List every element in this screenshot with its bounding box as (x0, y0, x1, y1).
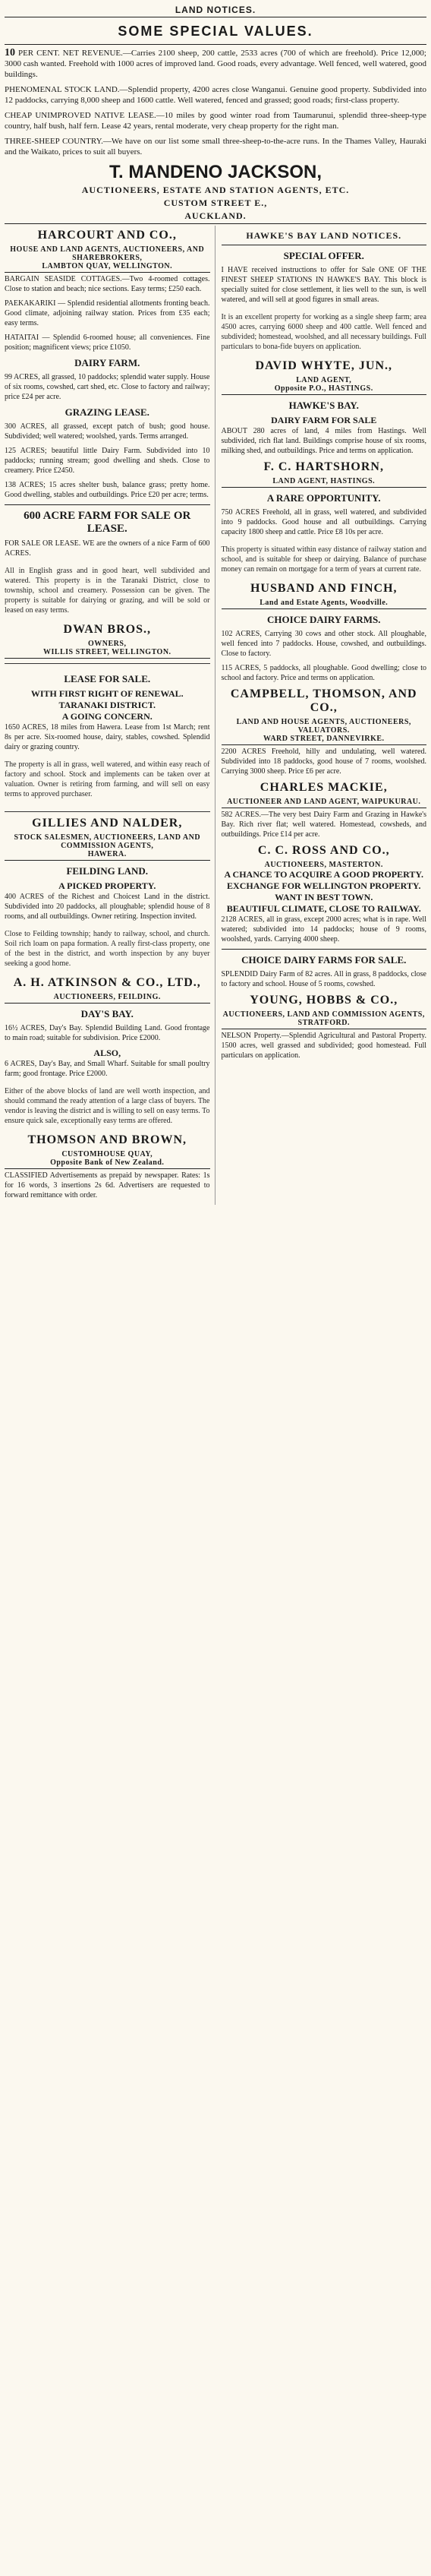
listing: 300 ACRES, all grassed, except patch of bush; good house. Subdivided; well watered; woolshed, yards. Terms arranged. (5, 422, 210, 441)
special-item: PHENOMENAL STOCK LAND.—Splendid property, 4200 acres close Wanganui. Genuine good property. Subdivided into 12 paddocks, carrying 8,000 sheep and 1600 cattle. Well watered, fenced and grassed; good roads; first-class property. (5, 85, 426, 105)
dwan-name: DWAN BROS., (63, 623, 151, 636)
thomson-addr: Opposite Bank of New Zealand. (50, 1158, 165, 1167)
harcourt-name: HARCOURT AND CO., (37, 229, 177, 242)
divider (5, 1168, 210, 1169)
listing: PAEKAKARIKI — Splendid residential allotments fronting beach. Good climate, adjoining railway station. Prices from £35 each; easy terms. (5, 299, 210, 327)
gillies-sub: STOCK SALESMEN, AUCTIONEERS, LAND AND COMMISSION AGENTS, (14, 833, 201, 850)
daysbay-body-2: 6 ACRES, Day's Bay, and Small Wharf. Suitable for small poultry farm; good frontage. Price £2000. (5, 1060, 210, 1078)
right-column (220, 226, 427, 1205)
divider (222, 608, 427, 609)
daysbay-body-1: 16½ ACRES, Day's Bay. Splendid Building Land. Good frontage to main road; suitable for subdivision. Price £2000. (5, 1024, 210, 1042)
divider (5, 504, 210, 505)
divider (5, 860, 210, 861)
divider (5, 658, 210, 659)
dwan-filler: All in English grass and in good heart, well subdivided and watered. This property is in the Taranaki District, close to township, school and creamery. Possession can be given. The property is suitable for dairying or grazing, and will be sold or leased on easy terms. (5, 567, 210, 615)
young-addr: STRATFORD. (297, 1019, 350, 1027)
dwan-owners: OWNERS, (88, 640, 127, 648)
rare-filler: This property is situated within easy distance of railway station and school, and is suitable for sheep or dairying. Balance of purchase money can remain on mortgage for a term of years at current rate. (221, 545, 426, 574)
dwan-body: FOR SALE OR LEASE. WE are the owners of a nice Farm of 600 ACRES. (5, 539, 210, 558)
firm-address: CUSTOM STREET E., (163, 198, 268, 208)
special-item: THREE-SHEEP COUNTRY.—We have on our list some small three-sheep-to-the-acre runs. In the Thames Valley, Hauraki and the Waikato, prices to suit all buyers. (5, 137, 427, 156)
lease-ad (5, 663, 210, 812)
harcourt-subtitle: HOUSE AND LAND AGENTS, AUCTIONEERS, AND SHAREBROKERS, (10, 245, 205, 262)
whyte-sub: LAND AGENT, (296, 376, 352, 384)
dwan-address: WILLIS STREET, WELLINGTON. (42, 648, 171, 656)
specials-section (5, 45, 426, 157)
exchange: EXCHANGE FOR WELLINGTON PROPERTY. WANT IN BEST TOWN. (227, 880, 421, 902)
dwan-headline: 600 ACRE FARM FOR SALE OR LEASE. (24, 510, 191, 535)
gillies-name: GILLIES AND NALDER, (32, 817, 183, 830)
special-offer-filler: It is an excellent property for working as a single sheep farm; area 4500 acres, carrying 6000 sheep and 400 cattle. Well fenced and subdivided; homestead, woolshed, and all necessary buildings. Full particulars to bona-fide buyers on application. (221, 313, 426, 351)
divider (5, 223, 426, 224)
climate: BEAUTIFUL CLIMATE, CLOSE TO RAILWAY. (226, 903, 421, 914)
lease-sub: WITH FIRST RIGHT OF RENEWAL. (30, 688, 184, 699)
feilding-title: FEILDING LAND. (66, 865, 149, 877)
dwan-ad (5, 510, 210, 656)
firm-city: AUCKLAND. (184, 210, 247, 221)
listing: BARGAIN SEASIDE COTTAGES.—Two 4-roomed cottages. Close to station and beach; nice sections. Easy terms; £250 each. (5, 275, 210, 293)
section-header: LAND NOTICES. (175, 5, 256, 15)
divider (222, 949, 427, 950)
listing: 125 ACRES; beautiful little Dairy Farm. Subdivided into 10 paddocks; running stream; good dwelling and sheds. Close to creamery. Price £2450. (5, 447, 210, 475)
listing: 99 ACRES, all grassed, 10 paddocks; splendid water supply. House of six rooms, cowshed, cart shed, etc. Close to factory and railway; price £24 per acre. (5, 373, 210, 401)
feilding-filler: Close to Feilding township; handy to railway, school, and church. Soil rich loam on papa formation. A really first-class property, one of the best in the district, and worth inspection by any buyer seeking a good home. (5, 930, 210, 968)
rare-body: 750 ACRES Freehold, all in grass, well watered, and subdivided into 9 paddocks. Good house and all outbuildings. Carrying capacity 1800 sheep and cattle. Price £8 10s per acre. (221, 508, 426, 536)
classified-note: CLASSIFIED Advertisements as prepaid by newspaper. Rates: 1s for 16 words, 3 insertions 2s 6d. Advertisers are requested to forward remittance with order. (5, 1171, 210, 1199)
lease-body: 1650 ACRES, 18 miles from Hawera. Lease from 1st March; rent 8s per acre. Six-roomed house, dairy, stables, cowshed. Splendid dairy or grazing country. (5, 723, 210, 751)
listing: 138 ACRES; 15 acres shelter bush, balance grass; pretty home. Good dwelling, stables and outbuildings. Price £20 per acre; terms. (5, 481, 210, 499)
thomson-name: THOMSON AND BROWN, (27, 1133, 187, 1146)
special-item: CHEAP UNIMPROVED NATIVE LEASE.—10 miles by good winter road from Taumarunui, splendid three-sheep-type country, half bush, half fern. Lease 42 years, rental moderate, very cheap property for the right man. (5, 111, 426, 131)
acres-582: 582 ACRES.—The very best Dairy Farm and Grazing in Hawke's Bay. Rich river flat; well watered. Homestead, cowsheds, and outbuildings. Price £14 per acre. (221, 811, 426, 839)
dairy-farm-heading: DAIRY FARM. (74, 357, 140, 368)
firm-name: T. MANDENO JACKSON, (109, 162, 322, 182)
husband-sub: Land and Estate Agents, Woodville. (260, 599, 389, 607)
hastings-body: ABOUT 280 acres of land, 4 miles from Hastings. Well subdivided, rich flat land. Buildings comprise house of six rooms, milking shed, and outbuildings. Price and terms on application. (221, 427, 426, 455)
feilding-sub: A PICKED PROPERTY. (58, 880, 156, 891)
hartshorn-name: F. C. HARTSHORN, (263, 460, 384, 473)
rare-title: A RARE OPPORTUNITY. (266, 492, 381, 504)
divider (222, 394, 427, 395)
mandeno-jackson-sign (5, 162, 426, 222)
gillies-addr: HAWERA. (87, 850, 127, 858)
taranaki-title: CHOICE DAIRY FARMS FOR SALE. (241, 954, 407, 966)
ross-name: C. C. ROSS AND CO., (257, 844, 390, 857)
divider (5, 272, 210, 273)
divider (5, 1003, 210, 1004)
atkinson-sub: AUCTIONEERS, FEILDING. (53, 993, 161, 1001)
whyte-name: DAVID WHYTE, JUN., (255, 359, 393, 372)
mackie-sub: AUCTIONEER AND LAND AGENT, WAIPUKURAU. (227, 798, 421, 806)
special-offer-body: I HAVE received instructions to offer for Sale ONE OF THE FINEST SHEEP STATIONS IN HAWKE'S BAY. This block is specially suited for close settlement, it lies well to the sun, is well watered, and will sell at good figures in small areas. (221, 266, 426, 304)
atkinson-name: A. H. ATKINSON & CO., LTD., (13, 976, 201, 989)
husband-name: HUSBAND AND FINCH, (250, 582, 398, 595)
campbell-name: CAMPBELL, THOMSON, AND CO., (230, 687, 417, 714)
listing: HATAITAI — Splendid 6-roomed house; all conveniences. Fine position; magnificent views; price £1050. (5, 333, 210, 352)
divider (222, 487, 427, 488)
two-column-layout (5, 226, 426, 1205)
firm-subtitle: AUCTIONEERS, ESTATE AND STATION AGENTS, ETC. (81, 185, 350, 195)
acres-2128: 2128 ACRES, all in grass, except 2000 acres; what is in rape. Well watered; subdivided into 14 paddocks; house of 9 rooms, woolshed, yards. Carrying 4000 sheep. (221, 915, 426, 943)
special-item: 10 PER CENT. NET REVENUE.—Carries 2100 sheep, 200 cattle, 2533 acres (700 of which are freehold). Price 12,000; 3000 cash wanted. Freehold with 1000 acres of improved land. Good roads, every advantage. Well fenced, well watered, good buildings. (5, 47, 426, 79)
acres-2200: 2200 ACRES Freehold, hilly and undulating, well watered. Subdivided into 18 paddocks, good house of 7 rooms, woolshed. Carrying 3000 sheep. Price £6 per acre. (221, 748, 426, 776)
lease-title: LEASE FOR SALE. (64, 673, 151, 684)
lease-filler: The property is all in grass, well watered, and within easy reach of factory and school. Stock and implements can be taken over at valuation. Owner is retiring from farming, and will sell on easy terms to approved purchaser. (5, 760, 210, 798)
choice-title: CHOICE DAIRY FARMS. (267, 614, 381, 625)
young-name: YOUNG, HOBBS & CO., (250, 994, 398, 1007)
campbell-addr: WARD STREET, DANNEVIRKE. (263, 735, 385, 743)
left-column (5, 226, 216, 1205)
mackie-name: CHARLES MACKIE, (260, 781, 388, 794)
feilding-body: 400 ACRES of the Richest and Choicest Land in the district. Subdivided into 20 paddocks, all ploughable; splendid house of 8 rooms, and all outbuildings. Owner retiring. Inspection invited. (5, 893, 210, 921)
grazing-heading: GRAZING LEASE. (64, 406, 149, 418)
ross-tag: A CHANCE TO ACQUIRE A GOOD PROPERTY. (224, 869, 423, 880)
daysbay-also: ALSO, (93, 1048, 121, 1058)
choice-body-2: 115 ACRES, 5 paddocks, all ploughable. Good dwelling; close to school and factory. Price and terms on application. (221, 664, 426, 682)
thomson-sub: CUSTOMHOUSE QUAY, (61, 1150, 153, 1158)
hastings-sub: DAIRY FARM FOR SALE (271, 415, 377, 425)
lease-district: TARANAKI DISTRICT. (58, 700, 156, 710)
ross-sub: AUCTIONEERS, MASTERTON. (264, 861, 383, 869)
daysbay-filler: Either of the above blocks of land are well worth inspection, and should command the ready attention of a large class of buyers. The vendor is leaving the district and is willing to sell on easy terms. To ensure quick sale, exceptionally easy terms are offered. (5, 1087, 210, 1125)
special-values-banner: SOME SPECIAL VALUES. (5, 19, 426, 45)
hartshorn-sub: LAND AGENT, HASTINGS. (272, 477, 376, 485)
daysbay-title: DAY'S BAY. (80, 1008, 134, 1019)
hawkes-bay-heading: HAWKE'S BAY LAND NOTICES. (246, 230, 402, 241)
hastings-title: HAWKE'S BAY. (288, 400, 359, 411)
young-sub: AUCTIONEERS, LAND AND COMMISSION AGENTS, (222, 1010, 425, 1019)
special-offer-title: SPECIAL OFFER. (283, 250, 364, 261)
divider (222, 744, 427, 745)
taranaki-body: SPLENDID Dairy Farm of 82 acres. All in grass, 8 paddocks, close to factory and school. House of 5 rooms, cowshed. (221, 970, 426, 988)
campbell-sub: LAND AND HOUSE AGENTS, AUCTIONEERS, VALUATORS. (236, 718, 411, 735)
nelson-body: NELSON Property.—Splendid Agricultural and Pastoral Property. 1500 acres, well grassed and subdivided; good homestead. Full particulars on application. (221, 1032, 426, 1060)
whyte-addr: Opposite P.O., HASTINGS. (274, 384, 373, 393)
choice-body-1: 102 ACRES, Carrying 30 cows and other stock. All ploughable, well fenced into 7 paddocks. House, cowshed, and outbuildings. Close to factory. (221, 630, 426, 658)
harcourt-address: LAMBTON QUAY, WELLINGTON. (42, 262, 173, 270)
lease-going: A GOING CONCERN. (61, 711, 153, 722)
